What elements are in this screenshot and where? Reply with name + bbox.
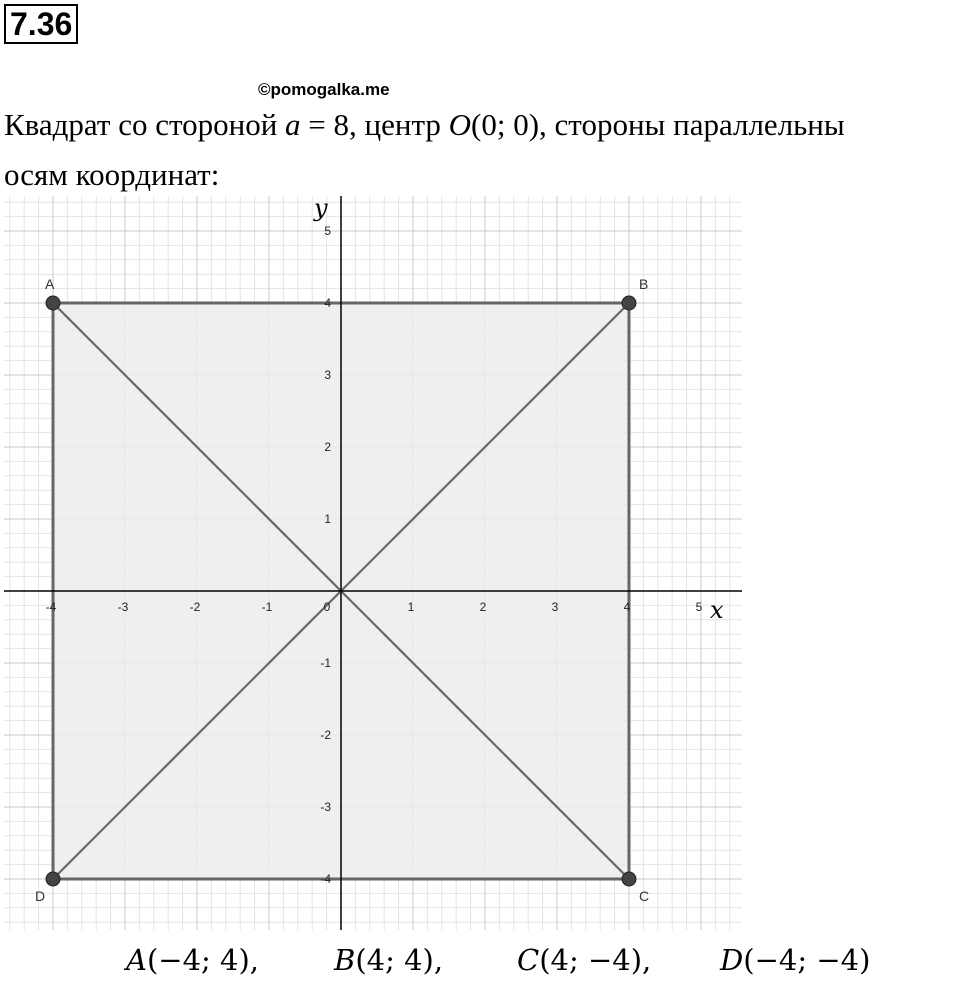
x-tick-label: 5 [695, 600, 703, 614]
answer-point-d [720, 943, 870, 977]
x-tick-label: 3 [551, 600, 559, 614]
problem-line-1 [4, 100, 960, 150]
y-tick-label: -4 [320, 872, 331, 886]
y-tick-label: 5 [324, 224, 331, 238]
y-axis-label: y [314, 194, 328, 222]
answer-coords: (−4; 4), [146, 943, 259, 977]
point-label-a: A [45, 276, 55, 292]
answer-point-b [334, 943, 443, 977]
x-tick-label: -1 [261, 600, 273, 614]
problem-mid: , центр [349, 107, 449, 142]
answer-letter: A [126, 943, 147, 977]
y-tick-label: 3 [324, 368, 331, 382]
x-tick-label: 0 [323, 600, 331, 614]
point-label-b: B [639, 276, 649, 292]
x-tick-label: 2 [479, 600, 487, 614]
y-tick-label: -3 [320, 800, 331, 814]
answer-letter: D [720, 943, 744, 977]
side-equation: = 8 [300, 107, 350, 142]
coordinate-diagram [0, 190, 960, 938]
y-tick-label: 2 [324, 440, 331, 454]
answer-point-a [126, 943, 259, 977]
y-tick-label: 1 [324, 512, 331, 526]
x-tick-label: 4 [623, 600, 631, 614]
y-tick-label: 4 [324, 296, 331, 310]
watermark: ©pomogalka.me [258, 80, 390, 99]
answer-letter: C [517, 943, 540, 977]
point-label-c: C [639, 888, 650, 904]
y-tick-label: -1 [320, 656, 331, 670]
point-label-d: D [35, 888, 46, 904]
problem-prefix: Квадрат со стороной [4, 107, 286, 142]
side-variable: a [285, 107, 301, 142]
answer-coords: (−4; −4) [743, 943, 871, 977]
point-a [46, 296, 60, 310]
point-b [622, 296, 636, 310]
point-d [46, 872, 60, 886]
answer-letter: B [334, 943, 356, 977]
answer-coordinates [0, 943, 960, 983]
problem-suffix: , стороны параллельны [539, 107, 845, 142]
answer-coords: (4; −4), [539, 943, 652, 977]
answer-coords: (4; 4), [355, 943, 444, 977]
task-number: 7.36 [4, 4, 78, 44]
problem-line-2: осям координат: [4, 157, 220, 192]
x-axis-label: x [710, 596, 724, 624]
point-c [622, 872, 636, 886]
x-tick-label: 1 [407, 600, 415, 614]
x-tick-label: -2 [189, 600, 201, 614]
problem-statement [4, 100, 960, 200]
x-tick-label: -3 [117, 600, 129, 614]
center-variable: O [448, 107, 472, 142]
answer-point-c [517, 943, 651, 977]
x-tick-label: -4 [45, 600, 57, 614]
y-tick-label: -2 [320, 728, 331, 742]
center-coordinates: (0; 0) [471, 107, 540, 142]
